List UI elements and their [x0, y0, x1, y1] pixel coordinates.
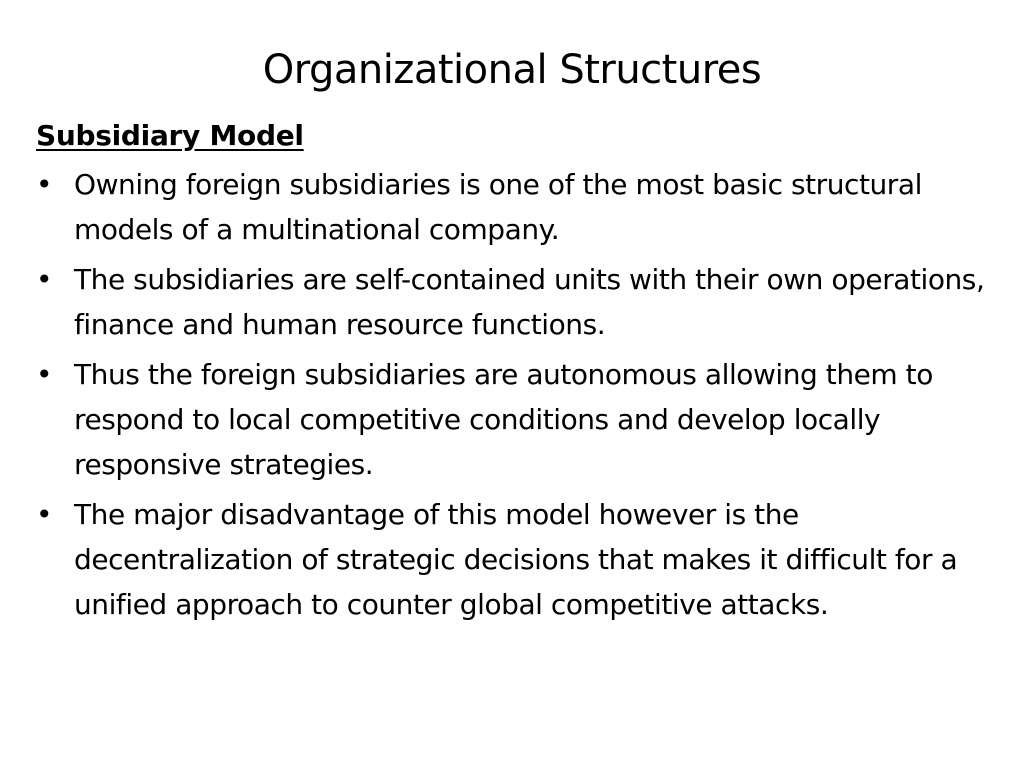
bullet-icon: • — [36, 263, 53, 296]
bullet-text: Owning foreign subsidiaries is one of the most basic structural models of a multinational company. — [74, 168, 922, 246]
bullet-text: The major disadvantage of this model however is the decentralization of strategic decisions that makes it difficult for a unified approach to counter global competitive attacks. — [74, 498, 958, 621]
bullet-item — [36, 492, 986, 627]
bullet-item — [36, 352, 986, 487]
bullet-text: Thus the foreign subsidiaries are autonomous allowing them to respond to local competitive conditions and develop locally responsive strategies. — [74, 358, 933, 481]
bullet-item — [36, 257, 986, 347]
bullet-icon: • — [36, 168, 53, 201]
bullet-item — [36, 162, 986, 252]
bullet-text: The subsidiaries are self-contained units with their own operations, finance and human resource functions. — [74, 263, 985, 341]
slide-title: Organizational Structures — [262, 47, 762, 93]
slide-body — [36, 114, 986, 632]
bullet-list — [36, 162, 986, 627]
bullet-icon: • — [36, 358, 53, 391]
section-heading: Subsidiary Model — [36, 119, 304, 152]
bullet-icon: • — [36, 498, 53, 531]
